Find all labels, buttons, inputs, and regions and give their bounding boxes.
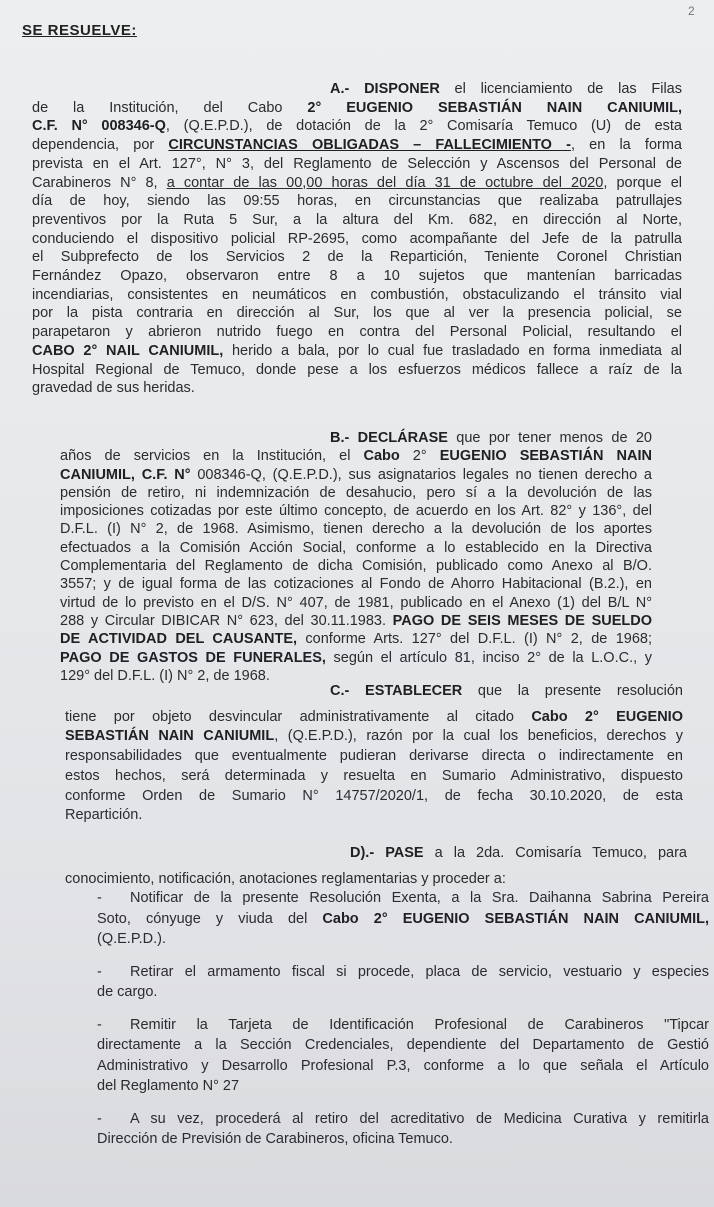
- bold-text: CIRCUNSTANCIAS OBLIGADAS – FALLECIMIENTO -: [168, 137, 571, 154]
- text-line: [32, 323, 682, 342]
- text-line: [97, 1015, 709, 1036]
- text-run: efectuados a la Comisión Acción Social, conforme a lo establecido en la Directiva: [60, 539, 652, 556]
- text-run: Remitir la Tarjeta de Identificación Profesional de Carabineros "Tipcar: [130, 1016, 709, 1033]
- bold-text: 2° EUGENIO SEBASTIÁN NAIN CANIUMIL,: [307, 99, 683, 116]
- text-run: , porque el: [603, 174, 682, 191]
- text-run: del Reglamento N° 27: [97, 1078, 240, 1094]
- text-line: [65, 806, 683, 826]
- bold-text: A.- DISPONER: [330, 81, 440, 97]
- text-line: [97, 1076, 709, 1097]
- section-a-disponer: [32, 80, 682, 398]
- text-line: [32, 155, 682, 174]
- text-line: [60, 539, 652, 557]
- bold-text: PAGO DE GASTOS DE FUNERALES,: [60, 649, 326, 666]
- text-line: [32, 342, 682, 361]
- text-line: [60, 447, 652, 465]
- action-item: [97, 1109, 709, 1150]
- text-run: estos hechos, será determinada y resuelta en Sumario Administrativo, dispuesto: [65, 767, 683, 784]
- text-line: [65, 727, 683, 747]
- text-line: [97, 909, 709, 930]
- action-item: [97, 962, 709, 1003]
- text-run: parapetaron y abrieron nutrido fuego en contra del Personal Policial, resultando el: [32, 324, 682, 341]
- text-run: A su vez, procederá al retiro del acreditativo de Medicina Curativa y remitirla: [130, 1110, 709, 1127]
- bullet-dash: -: [97, 890, 102, 906]
- text-run: conocimiento, notificación, anotaciones reglamentarias y proceder a:: [65, 871, 506, 887]
- text-run: herido a bala, por lo cual fue trasladado en forma inmediata al: [223, 342, 682, 359]
- text-run: por la pista contraria en dirección al Sur, los que al ver la presencia policial, se: [32, 305, 682, 322]
- action-item: [97, 1015, 709, 1097]
- text-line: [97, 929, 709, 950]
- text-run: conduciendo el dispositivo policial RP-2695, como acompañante del Jefe de la patrulla: [32, 230, 682, 247]
- text-line: [60, 649, 652, 667]
- text-run: incendiarias, consistentes en neumáticos en combustión, obstaculizando el tránsito vial: [32, 286, 682, 303]
- bold-text: DE ACTIVIDAD DEL CAUSANTE,: [60, 631, 298, 648]
- bold-text: SEBASTIÁN NAIN CANIUMIL: [65, 728, 275, 745]
- text-run: 129° del D.F.L. (I) N° 2, de 1968.: [60, 667, 270, 684]
- text-line: [32, 361, 682, 380]
- text-run: responsabilidades que eventualmente pudieran derivarse directa o indirectamente en: [65, 748, 683, 765]
- text-run: a la 2da. Comisaría Temuco, para: [423, 845, 687, 861]
- bold-text: PAGO DE SEIS MESES DE SUELDO: [392, 612, 652, 629]
- text-run: , (Q.E.P.D.), de dotación de la 2° Comisaría Temuco (U) de esta: [165, 118, 682, 135]
- text-line: [32, 211, 682, 230]
- bold-text: Cabo 2° EUGENIO: [531, 708, 683, 725]
- text-line: [60, 594, 652, 612]
- text-run: , en la forma: [570, 137, 682, 154]
- text-run: 008346-Q, (Q.E.P.D.), sus asignatarios legales no tienen derecho a: [190, 466, 652, 483]
- text-run: conforme Arts. 127° del D.F.L. (I) N° 2, de 1968;: [297, 631, 652, 648]
- section-c-establecer: [65, 682, 683, 826]
- text-run: imposiciones cotizadas por este último concepto, de acuerdo en los Art. 82° y 136°, del: [60, 503, 652, 520]
- text-run: el licenciamiento de las Filas: [439, 81, 682, 97]
- text-run: conforme Orden de Sumario N° 14757/2020/1, de fecha 30.10.2020, de esta: [65, 787, 683, 804]
- text-line: [32, 230, 682, 249]
- text-line: [32, 136, 682, 155]
- bold-text: C.- ESTABLECER: [330, 683, 463, 699]
- text-run: 2°: [399, 448, 440, 465]
- text-run: Fernández Opazo, observaron entre 8 a 10 sujetos que mantenían barricadas: [32, 268, 682, 285]
- text-run: día de hoy, siendo las 09:55 horas, en circunstancias que realizaba patrullajes: [32, 193, 682, 210]
- text-run: dependencia, por: [32, 137, 169, 154]
- bold-text: Cabo: [363, 448, 400, 465]
- text-line: [65, 747, 683, 767]
- text-line: [60, 502, 652, 520]
- text-line: [60, 484, 652, 502]
- text-run: de cargo.: [97, 984, 158, 1000]
- bold-text: B.- DECLÁRASE: [330, 430, 448, 446]
- bold-text: CANIUMIL, C.F. N°: [60, 466, 191, 483]
- text-line: [97, 888, 709, 909]
- text-line: [32, 267, 682, 286]
- bold-text: CABO 2° NAIL CANIUMIL,: [32, 342, 224, 359]
- text-line: [32, 286, 682, 305]
- text-line: [32, 192, 682, 211]
- text-line: [65, 840, 687, 866]
- text-line: [97, 1129, 709, 1150]
- text-line: [32, 174, 682, 193]
- text-line: [32, 379, 682, 398]
- text-line: [97, 1109, 709, 1130]
- text-run: Complementaria del Reglamento de dicha Comisión, publicado como Anexo al B/O.: [60, 558, 652, 575]
- text-line: [65, 787, 683, 807]
- text-run: 288 y Circular DIBICAR N° 623, del 30.11.1983.: [60, 612, 393, 629]
- text-line: [60, 466, 652, 484]
- text-line: [97, 982, 709, 1003]
- text-line: [97, 1056, 709, 1077]
- text-run: años de servicios en la Institución, el: [60, 448, 364, 465]
- text-line: [60, 429, 652, 447]
- text-line: [60, 630, 652, 648]
- bullet-dash: -: [97, 1110, 102, 1127]
- text-run: Carabineros N° 8,: [32, 174, 167, 191]
- text-line: [32, 117, 682, 136]
- bold-text: D).- PASE: [350, 845, 424, 861]
- text-run: Notificar de la presente Resolución Exenta, a la Sra. Daihanna Sabrina Pereira: [130, 890, 709, 906]
- text-line: [97, 962, 709, 983]
- text-line: [32, 99, 682, 118]
- text-run: 3557; y de igual forma de las cotizaciones al Fondo de Ahorro Habitacional (B.2.), en: [60, 576, 652, 593]
- text-run: que la presente resolución: [462, 683, 683, 699]
- text-line: [60, 557, 652, 575]
- text-run: preventivos por la Ruta 5 Sur, a la altura del Km. 682, en dirección al Norte,: [32, 211, 682, 228]
- text-run: Administrativo y Desarrollo Profesional P.3, conforme a lo que señala el Artículo: [97, 1057, 709, 1074]
- text-run: Retirar el armamento fiscal si procede, placa de servicio, vestuario y especies: [130, 963, 709, 980]
- text-run: que por tener menos de 20: [447, 430, 652, 446]
- text-run: D.F.L. (I) N° 2, de 1968. Asimismo, tienen derecho a la devolución de los aportes: [60, 521, 652, 538]
- text-line: [65, 682, 683, 702]
- text-run: Hospital Regional de Temuco, donde pese a los esfuerzos médicos fallece a raíz de la: [32, 361, 682, 378]
- text-line: [65, 708, 683, 728]
- text-run: Soto, cónyuge y viuda del: [97, 910, 323, 927]
- text-line: [97, 1035, 709, 1056]
- text-line: [32, 304, 682, 323]
- text-run: Repartición.: [65, 807, 143, 824]
- bold-text: EUGENIO SEBASTIÁN NAIN: [439, 448, 652, 465]
- text-line: [65, 767, 683, 787]
- resolution-heading: SE RESUELVE:: [22, 22, 137, 39]
- text-run: Dirección de Previsión de Carabineros, oficina Temuco.: [97, 1131, 453, 1147]
- page-number: 2: [688, 4, 695, 18]
- text-line: [60, 575, 652, 593]
- text-run: tiene por objeto desvincular administrativamente al citado: [65, 708, 532, 725]
- bold-text: C.F. N° 008346-Q: [32, 118, 166, 135]
- bullet-dash: -: [97, 1016, 102, 1033]
- text-run: prevista en el Art. 127°, N° 3, del Reglamento de Selección y Ascensos del Personal de: [32, 155, 682, 172]
- underlined-text: a contar de las 00,00 horas del día 31 de octubre del 2020: [166, 174, 604, 191]
- text-line: [60, 520, 652, 538]
- text-run: el Subprefecto de los Servicios 2 de la Repartición, Teniente Coronel Christian: [32, 249, 682, 266]
- text-run: directamente a la Sección Credenciales, dependiente del Departamento de Gestió: [97, 1037, 709, 1053]
- text-run: según el artículo 81, inciso 2° de la L.O.C., y: [325, 649, 652, 666]
- section-b-declarase: [60, 429, 652, 685]
- text-run: de la Institución, del Cabo: [32, 99, 308, 116]
- text-run: pensión de retiro, ni indemnización de desahucio, pero sí a la devolución de las: [60, 484, 652, 501]
- section-d-pase: [65, 840, 687, 892]
- action-item: [97, 888, 709, 950]
- text-run: gravedad de sus heridas.: [32, 380, 195, 397]
- bold-text: Cabo 2° EUGENIO SEBASTIÁN NAIN CANIUMIL,: [322, 910, 709, 927]
- text-run: virtud de lo previsto en el D/S. N° 407, de 1981, publicado en el Anexo (1) del B/L N°: [60, 594, 652, 611]
- text-line: [60, 612, 652, 630]
- bullet-dash: -: [97, 963, 102, 980]
- text-line: [32, 80, 682, 99]
- text-run: (Q.E.P.D.).: [97, 931, 167, 947]
- text-line: [32, 248, 682, 267]
- text-run: , (Q.E.P.D.), razón por la cual los beneficios, derechos y: [274, 728, 683, 745]
- action-items-list: [97, 888, 709, 1162]
